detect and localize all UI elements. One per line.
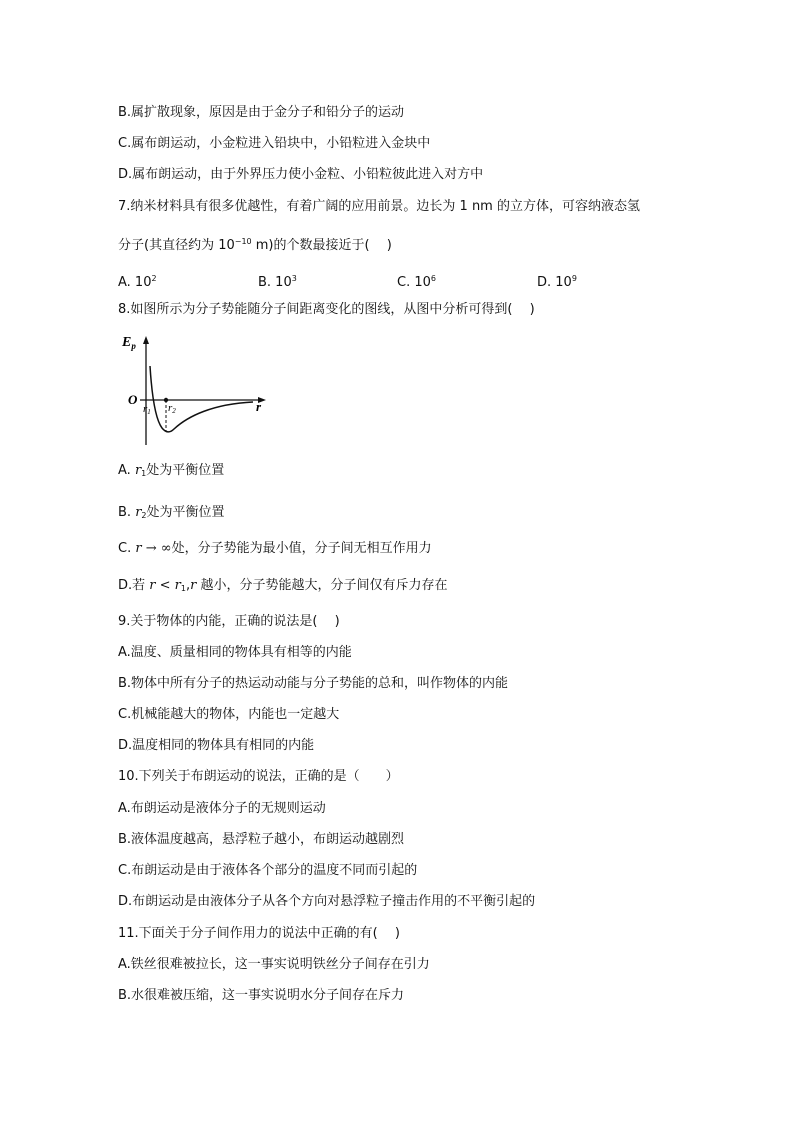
q7-option-b (258, 270, 297, 292)
q8-option-c-var: r (135, 541, 142, 556)
q8-option-d-var1: r (149, 578, 156, 593)
q7-stem-text-a: 分子(其直径约为 10 (118, 238, 235, 253)
q8-option-c (118, 540, 432, 558)
q9-option-a: A.温度、质量相同的物体具有相等的内能 (118, 645, 352, 660)
q7-option-a (118, 270, 157, 292)
q8-option-b (118, 504, 225, 525)
q7-option-d (537, 270, 577, 292)
q10-option-a: A.布朗运动是液体分子的无规则运动 (118, 801, 326, 816)
q9-stem: 9.关于物体的内能，正确的说法是( ) (118, 614, 340, 629)
q6-option-c: C.属布朗运动，小金粒进入铅块中，小铅粒进入金块中 (118, 136, 431, 151)
q10-option-c: C.布朗运动是由于液体各个部分的温度不同而引起的 (118, 863, 418, 878)
q8-option-d-less-than: < (155, 578, 175, 593)
y-axis-arrow (143, 336, 149, 344)
q8-option-b-text: 处为平衡位置 (146, 505, 225, 520)
q8-option-a-text: 处为平衡位置 (146, 463, 225, 478)
y-axis-label: $E_p$ (122, 335, 136, 351)
q9-option-d: D.温度相同的物体具有相同的内能 (118, 738, 315, 753)
q11-option-a: A.铁丝很难被拉长，这一事实说明铁丝分子间存在引力 (118, 957, 430, 972)
q8-option-b-var: r (135, 505, 142, 520)
q8-option-a-sub: 1 (141, 469, 147, 478)
q7-option-c-label: C. 10 (397, 275, 431, 290)
q8-option-d-var2: r (174, 578, 181, 593)
q10-stem: 10.下列关于布朗运动的说法，正确的是（ ） (118, 769, 399, 784)
q8-option-b-prefix: B. (118, 505, 136, 520)
q8-option-a-var: r (134, 463, 142, 478)
q7-option-b-label: B. 10 (258, 275, 292, 290)
q7-option-d-exponent: 9 (571, 274, 577, 283)
q8-option-d-text: 越小，分子势能越大，分子间仅有斥力存在 (196, 578, 448, 593)
q6-option-b: B.属扩散现象，原因是由于金分子和铅分子的运动 (118, 105, 405, 120)
potential-energy-graph (118, 332, 278, 448)
q7-option-b-exponent: 3 (291, 274, 297, 283)
q8-option-d-sub: 1 (180, 584, 186, 593)
q9-option-c: C.机械能越大的物体，内能也一定越大 (118, 707, 340, 722)
q8-option-c-prefix: C. (118, 541, 136, 556)
q8-option-d-comma: , (185, 578, 191, 593)
q7-option-c (397, 270, 436, 292)
q7-stem-line-1: 7.纳米材料具有很多优越性，有着广阔的应用前景。边长为 1 nm 的立方体，可容纳液态氢 (118, 199, 640, 214)
r2-label: r2 (168, 402, 176, 415)
q8-option-d-prefix: D.若 (118, 578, 150, 593)
q8-option-a-prefix: A. (118, 463, 135, 478)
q10-option-d: D.布朗运动是由液体分子从各个方向对悬浮粒子撞击作用的不平衡引起的 (118, 894, 536, 909)
q8-option-c-arrow: → ∞ (141, 541, 172, 556)
x-axis-label: r (256, 399, 262, 414)
q8-option-b-sub: 2 (141, 511, 147, 520)
q8-option-d (118, 577, 447, 598)
q7-stem-text-b: m)的个数最接近于( ) (251, 238, 392, 253)
q7-option-a-exponent: 2 (151, 274, 157, 283)
r1-label: r1 (143, 403, 151, 416)
q7-option-a-label: A. 10 (118, 275, 152, 290)
q6-option-d: D.属布朗运动，由于外界压力使小金粒、小铅粒彼此进入对方中 (118, 167, 484, 182)
q11-option-b: B.水很难被压缩，这一事实说明水分子间存在斥力 (118, 988, 405, 1003)
q8-option-c-text: 处，分子势能为最小值，分子间无相互作用力 (171, 541, 432, 556)
q7-option-c-exponent: 6 (430, 274, 436, 283)
q9-option-b: B.物体中所有分子的热运动动能与分子势能的总和，叫作物体的内能 (118, 676, 509, 691)
q8-stem: 8.如图所示为分子势能随分子间距离变化的图线，从图中分析可得到( ) (118, 302, 535, 317)
q7-stem-line-2 (118, 233, 392, 255)
origin-label: O (128, 392, 138, 407)
q7-diameter-exponent: −10 (234, 237, 252, 246)
q10-option-b: B.液体温度越高，悬浮粒子越小，布朗运动越剧烈 (118, 832, 405, 847)
q11-stem: 11.下面关于分子间作用力的说法中正确的有( ) (118, 926, 400, 941)
q8-option-a (118, 462, 224, 483)
q8-option-d-var3: r (190, 578, 197, 593)
q7-option-d-label: D. 10 (537, 275, 572, 290)
